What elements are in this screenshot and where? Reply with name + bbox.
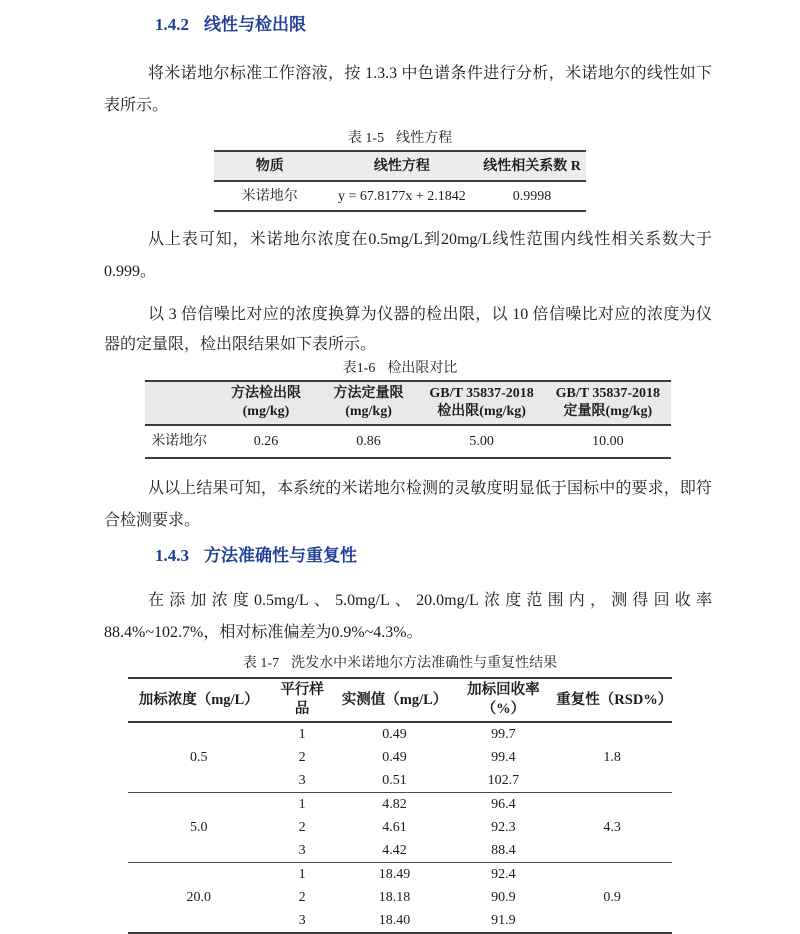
cell-recovery: 92.4 bbox=[454, 863, 552, 887]
table-header-row bbox=[214, 151, 586, 181]
cell-measured: 0.49 bbox=[382, 750, 407, 765]
cell-equation: y = 67.8177x + 2.1842 bbox=[337, 188, 466, 204]
table-caption-label: 表 1-7 bbox=[242, 656, 280, 671]
cell-recovery: 88.4 bbox=[491, 843, 516, 858]
col-header-method-loq: 方法定量限 (mg/kg) bbox=[333, 386, 404, 419]
section-heading-1-4-2 bbox=[155, 14, 800, 36]
col-header-method-lod: 方法检出限 (mg/kg) bbox=[230, 386, 301, 419]
cell-replicate: 3 bbox=[298, 773, 306, 788]
cell-measured: 18.40 bbox=[378, 913, 411, 928]
col-header-spike-conc: 加标浓度（mg/L） bbox=[138, 691, 259, 708]
col-header-equation: 线性方程 bbox=[373, 158, 430, 174]
cell-recovery: 90.9 bbox=[491, 890, 516, 905]
cell-rsd: 4.3 bbox=[552, 793, 672, 863]
table-row bbox=[214, 181, 586, 211]
cell-measured: 18.18 bbox=[378, 890, 411, 905]
cell-spike-conc: 0.5 bbox=[189, 750, 208, 765]
table-caption-label: 表1-6 bbox=[342, 361, 376, 376]
col-header-substance: 物质 bbox=[255, 158, 284, 174]
heading-title: 方法准确性与重复性 bbox=[204, 546, 357, 565]
cell-replicate: 3 bbox=[298, 913, 306, 928]
paragraph-lod-conclusion: 从以上结果可知，本系统的米诺地尔检测的灵敏度明显低于国标中的要求，即符合检测要求。 bbox=[104, 480, 712, 529]
cell-measured: 0.49 bbox=[382, 727, 407, 742]
table-caption-1-7 bbox=[0, 655, 800, 673]
table-row bbox=[128, 863, 672, 887]
cell-recovery: 96.4 bbox=[454, 793, 552, 817]
col-header-replicate: 平行样品 bbox=[280, 682, 324, 717]
cell-correlation: 0.9998 bbox=[512, 188, 552, 204]
cell-rsd: 1.8 bbox=[603, 750, 621, 765]
cell-gb-lod: 5.00 bbox=[469, 434, 494, 449]
cell-recovery: 99.7 bbox=[491, 727, 516, 742]
paragraph-linearity-intro: 将米诺地尔标准工作溶液，按 1.3.3 中色谱条件进行分析，米诺地尔的线性如下表所示。 bbox=[104, 65, 712, 114]
col-header-rsd: 重复性（RSD%） bbox=[556, 691, 673, 708]
col-header-empty bbox=[145, 381, 213, 425]
table-accuracy-repeatability bbox=[128, 677, 672, 934]
table-caption-1-5 bbox=[0, 130, 800, 148]
cell-replicate: 1 bbox=[269, 863, 334, 887]
cell-measured: 4.82 bbox=[335, 793, 455, 817]
cell-replicate: 2 bbox=[298, 750, 306, 765]
cell-replicate: 2 bbox=[298, 820, 306, 835]
paragraph-recovery-summary: 在添加浓度0.5mg/L、5.0mg/L、20.0mg/L浓度范围内，测得回收率88.4%~102.7%，相对标准偏差为0.9%~4.3%。 bbox=[104, 592, 712, 641]
table-row bbox=[128, 793, 672, 817]
table-caption-title: 检出限对比 bbox=[387, 361, 458, 376]
heading-number: 1.4.2 bbox=[155, 15, 189, 34]
heading-title: 线性与检出限 bbox=[204, 15, 306, 34]
col-header-correlation: 线性相关系数 R bbox=[483, 158, 581, 174]
cell-measured: 4.42 bbox=[382, 843, 407, 858]
cell-measured: 18.49 bbox=[335, 863, 455, 887]
cell-substance: 米诺地尔 bbox=[241, 188, 298, 204]
cell-replicate: 1 bbox=[298, 727, 306, 742]
paragraph-linearity-conclusion: 从上表可知，米诺地尔浓度在0.5mg/L到20mg/L线性范围内线性相关系数大于0.999。 bbox=[104, 231, 712, 280]
col-header-measured: 实测值（mg/L） bbox=[341, 691, 448, 708]
cell-method-loq: 0.86 bbox=[356, 434, 381, 449]
cell-replicate: 1 bbox=[269, 793, 334, 817]
cell-spike-conc: 20.0 bbox=[128, 863, 269, 934]
col-header-recovery: 加标回收率（%） bbox=[467, 682, 540, 717]
table-row bbox=[128, 722, 672, 746]
table-row bbox=[145, 425, 671, 458]
cell-substance: 米诺地尔 bbox=[151, 434, 208, 449]
cell-spike-conc: 5.0 bbox=[128, 793, 269, 863]
table-caption-title: 洗发水中米诺地尔方法准确性与重复性结果 bbox=[291, 656, 558, 671]
cell-recovery: 99.4 bbox=[491, 750, 516, 765]
cell-recovery: 91.9 bbox=[491, 913, 516, 928]
cell-gb-loq: 10.00 bbox=[592, 434, 624, 449]
col-header-gb-loq: GB/T 35837-2018 定量限(mg/kg) bbox=[555, 386, 661, 419]
cell-replicate: 3 bbox=[298, 843, 306, 858]
col-header-gb-lod: GB/T 35837-2018 检出限(mg/kg) bbox=[429, 386, 534, 419]
table-lod-comparison bbox=[145, 380, 671, 459]
paragraph-lod-method: 以 3 倍信噪比对应的浓度换算为仪器的检出限，以 10 倍信噪比对应的浓度为仪器的定量限，检出限结果如下表所示。 bbox=[104, 306, 712, 353]
table-caption-1-6 bbox=[0, 360, 800, 378]
cell-method-lod: 0.26 bbox=[253, 434, 279, 449]
cell-measured: 4.61 bbox=[382, 820, 407, 835]
cell-recovery: 102.7 bbox=[487, 773, 520, 788]
cell-rsd: 0.9 bbox=[552, 863, 672, 934]
table-caption-label: 表 1-5 bbox=[347, 131, 385, 146]
table-linearity-equation bbox=[214, 150, 586, 212]
cell-replicate: 2 bbox=[298, 890, 306, 905]
table-header-row bbox=[145, 381, 671, 425]
cell-recovery: 92.3 bbox=[491, 820, 516, 835]
table-header-row bbox=[128, 678, 672, 722]
heading-number: 1.4.3 bbox=[155, 546, 189, 565]
cell-measured: 0.51 bbox=[382, 773, 407, 788]
table-caption-title: 线性方程 bbox=[396, 131, 453, 146]
section-heading-1-4-3 bbox=[155, 545, 800, 567]
